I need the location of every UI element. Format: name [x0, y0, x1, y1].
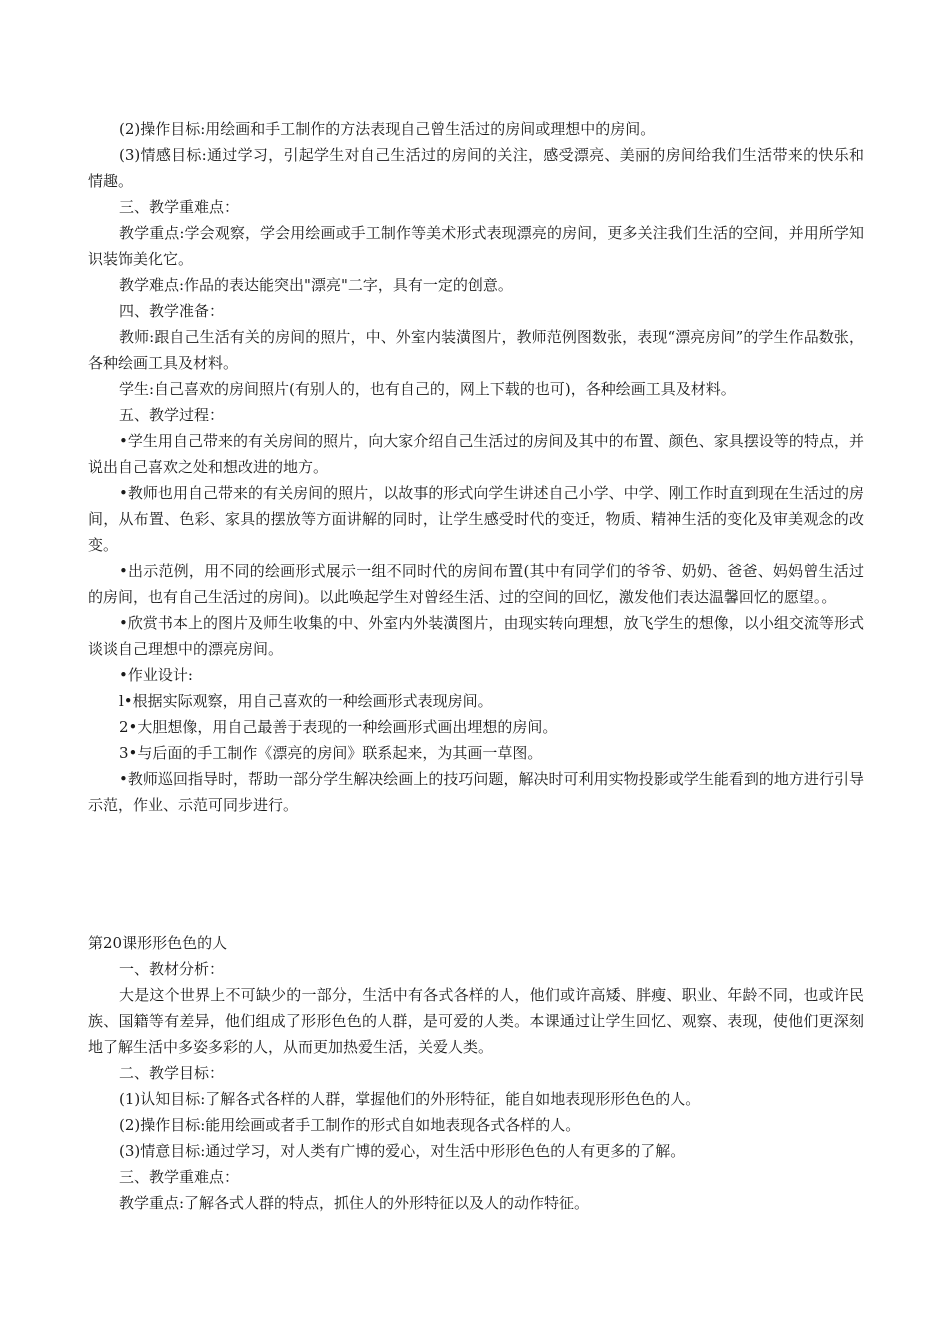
paragraph: 学生:自己喜欢的房间照片(有别人的，也有自己的，网上下载的也可)，各种绘画工具及材料。 [119, 380, 736, 398]
heading: 二、教学目标： [119, 1064, 225, 1082]
heading: 四、教学准备： [119, 302, 225, 320]
paragraph: (2)操作目标:用绘画和手工制作的方法表现自己曾生活过的房间或理想中的房间。 [119, 120, 656, 138]
homework-item: l•根据实际观察，用自己喜欢的一种绘画形式表现房间。 [119, 692, 493, 710]
section-room-lesson [88, 116, 864, 818]
heading: 五、教学过程： [119, 406, 225, 424]
paragraph: (3)情感目标:通过学习，引起学生对自己生活过的房间的关注，感受漂亮、美丽的房间给我们生活带来的快乐和情趣。 [88, 146, 864, 190]
lesson-title: 第20课形形色色的人 [88, 934, 228, 952]
bullet-paragraph: •教师也用自己带来的有关房间的照片，以故事的形式向学生讲述自己小学、中学、刚工作时直到现在生活过的房间，从布置、色彩、家具的摆放等方面讲解的同时，让学生感受时代的变迁，物质、精神生活的变化及审美观念的改变。 [88, 484, 864, 554]
bullet-paragraph: •学生用自己带来的有关房间的照片，向大家介绍自己生活过的房间及其中的布置、颜色、家具摆设等的特点，并说出自己喜欢之处和想改进的地方。 [88, 432, 864, 476]
homework-item: 2•大胆想像，用自己最善于表现的一种绘画形式画出埋想的房间。 [119, 718, 558, 736]
paragraph: (2)操作目标:能用绘画或者手工制作的形式自如地表现各式各样的人。 [119, 1116, 581, 1134]
paragraph: 教学重点:学会观察，学会用绘画或手工制作等美术形式表现漂亮的房间，更多关注我们生活的空间，并用所学知识装饰美化它。 [88, 224, 864, 268]
paragraph: 教学难点:作品的表达能突出"漂亮"二字，具有一定的创意。 [119, 276, 513, 294]
paragraph: (3)情意目标:通过学习，对人类有广博的爱心，对生活中形形色色的人有更多的了解。 [119, 1142, 686, 1160]
document-page [88, 116, 864, 1216]
paragraph: 教学重点:了解各式人群的特点，抓住人的外形特征以及人的动作特征。 [119, 1194, 590, 1212]
paragraph: 大是这个世界上不可缺少的一部分，生活中有各式各样的人，他们或许高矮、胖瘦、职业、年龄不同，也或许民族、国籍等有差异，他们组成了形形色色的人群，是可爱的人类。本课通过让学生回忆、观察、表现，使他们更深刻地了解生活中多姿多彩的人，从而更加热爱生活，关爱人类。 [88, 986, 864, 1056]
heading: 三、教学重难点： [119, 1168, 240, 1186]
section-people-lesson [88, 930, 864, 1216]
section-gap [88, 818, 864, 930]
heading: 三、教学重难点： [119, 198, 240, 216]
paragraph: (1)认知目标:了解各式各样的人群，掌握他们的外形特征，能自如地表现形形色色的人。 [119, 1090, 701, 1108]
bullet-paragraph: •出示范例，用不同的绘画形式展示一组不同时代的房间布置(其中有同学们的爷爷、奶奶、爸爸、妈妈曾生活过的房间，也有自己生活过的房间)。以此唤起学生对曾经生活、过的空间的回忆，激发他们表达温馨回忆的愿望。。 [88, 562, 864, 606]
bullet-paragraph: •欣赏书本上的图片及师生收集的中、外室内外装潢图片，由现实转向理想，放飞学生的想像，以小组交流等形式谈谈自己理想中的漂亮房间。 [88, 614, 864, 658]
homework-item: 3•与后面的手工制作《漂亮的房间》联系起来，为其画一草图。 [119, 744, 543, 762]
paragraph: 教师:跟自己生活有关的房间的照片，中、外室内装潢图片，教师范例图数张，表现“漂亮房间”的学生作品数张，各种绘画工具及材料。 [88, 328, 864, 372]
heading: 一、教材分析： [119, 960, 225, 978]
bullet-paragraph: •作业设计: [119, 666, 193, 684]
bullet-paragraph: •教师巡回指导时，帮助一部分学生解决绘画上的技巧问题，解决时可利用实物投影或学生能看到的地方进行引导示范，作业、示范可同步进行。 [88, 770, 864, 814]
